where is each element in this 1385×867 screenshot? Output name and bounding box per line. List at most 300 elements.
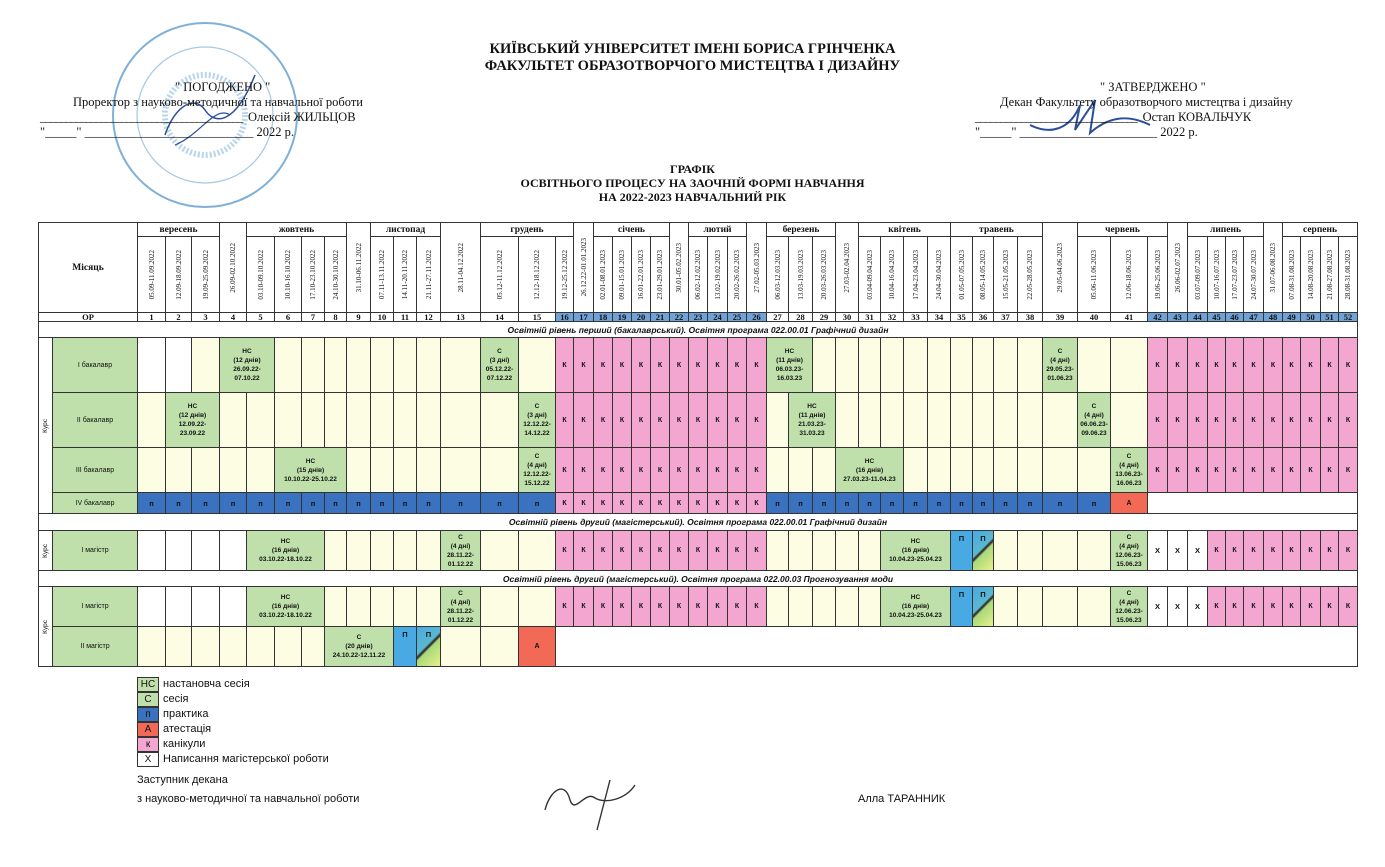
schedule-cell-y[interactable] <box>165 626 192 667</box>
schedule-block-g[interactable] <box>1042 337 1078 393</box>
schedule-cell-y[interactable] <box>1042 392 1078 448</box>
schedule-block-a[interactable] <box>1110 492 1148 514</box>
schedule-cell-k[interactable]: К <box>1167 392 1188 448</box>
schedule-cell-k[interactable]: К <box>1167 337 1188 393</box>
schedule-cell-y[interactable] <box>766 392 789 448</box>
schedule-cell-k[interactable]: К <box>727 392 747 448</box>
schedule-cell-y[interactable] <box>416 447 441 493</box>
schedule-cell-y[interactable] <box>1077 530 1111 571</box>
schedule-block-pd[interactable] <box>972 530 994 571</box>
schedule-cell-p[interactable]: п <box>246 492 275 514</box>
schedule-cell-y[interactable] <box>950 447 973 493</box>
schedule-cell-k[interactable]: К <box>669 530 689 571</box>
schedule-cell-y[interactable] <box>301 392 325 448</box>
schedule-cell-y[interactable] <box>518 337 556 393</box>
schedule-cell-k[interactable]: К <box>1263 337 1283 393</box>
schedule-cell-y[interactable] <box>972 447 994 493</box>
schedule-cell-y[interactable] <box>324 392 347 448</box>
schedule-cell-k[interactable]: К <box>707 530 728 571</box>
schedule-cell-y[interactable] <box>346 392 371 448</box>
schedule-cell-y[interactable] <box>416 337 441 393</box>
schedule-cell-p[interactable]: п <box>416 492 441 514</box>
schedule-cell-p[interactable]: п <box>480 492 519 514</box>
schedule-cell-y[interactable] <box>416 586 441 627</box>
schedule-cell-y[interactable] <box>480 626 519 667</box>
schedule-cell-y[interactable] <box>950 392 973 448</box>
schedule-cell-y[interactable] <box>416 392 441 448</box>
schedule-cell-k[interactable]: К <box>1147 337 1168 393</box>
schedule-cell-p[interactable]: п <box>993 492 1018 514</box>
schedule-cell-k[interactable]: К <box>612 530 632 571</box>
schedule-cell-y[interactable] <box>219 392 247 448</box>
schedule-cell-k[interactable]: К <box>1243 530 1264 571</box>
schedule-cell-k[interactable]: К <box>1263 392 1283 448</box>
schedule-cell-k[interactable]: К <box>1282 447 1301 493</box>
schedule-cell-k[interactable]: К <box>669 586 689 627</box>
schedule-cell-y[interactable] <box>370 586 394 627</box>
schedule-cell-y[interactable] <box>191 337 220 393</box>
schedule-block-g[interactable] <box>788 392 836 448</box>
schedule-cell-y[interactable] <box>993 392 1018 448</box>
schedule-cell-k[interactable]: К <box>1207 586 1226 627</box>
schedule-block-g[interactable] <box>835 447 904 493</box>
schedule-cell-y[interactable] <box>480 586 519 627</box>
schedule-cell-k[interactable]: К <box>688 337 708 393</box>
schedule-cell-k[interactable]: К <box>1320 530 1339 571</box>
schedule-cell-y[interactable] <box>858 586 881 627</box>
schedule-cell-y[interactable] <box>346 586 371 627</box>
schedule-cell-y[interactable] <box>1110 337 1148 393</box>
schedule-cell-y[interactable] <box>766 530 789 571</box>
schedule-block-g[interactable] <box>324 626 394 667</box>
schedule-cell-y[interactable] <box>880 337 904 393</box>
schedule-cell-k[interactable]: К <box>1338 447 1358 493</box>
schedule-cell-k[interactable]: К <box>1338 392 1358 448</box>
schedule-cell-y[interactable] <box>993 447 1018 493</box>
schedule-cell-y[interactable] <box>903 337 928 393</box>
schedule-cell-x[interactable]: Х <box>1147 586 1168 627</box>
schedule-cell-y[interactable] <box>788 586 813 627</box>
schedule-cell-y[interactable] <box>393 530 417 571</box>
schedule-cell-k[interactable]: К <box>1243 392 1264 448</box>
schedule-cell-y[interactable] <box>246 626 275 667</box>
schedule-cell-y[interactable] <box>927 392 951 448</box>
schedule-cell-y[interactable] <box>393 447 417 493</box>
schedule-cell-y[interactable] <box>835 530 859 571</box>
schedule-cell-k[interactable]: К <box>707 586 728 627</box>
schedule-cell-y[interactable] <box>993 337 1018 393</box>
schedule-block-pl[interactable] <box>393 626 417 667</box>
schedule-block-g[interactable] <box>518 447 556 493</box>
schedule-cell-y[interactable] <box>324 586 347 627</box>
schedule-cell-y[interactable] <box>219 447 247 493</box>
schedule-cell-k[interactable]: К <box>746 530 767 571</box>
schedule-cell-k[interactable]: К <box>746 337 767 393</box>
schedule-cell-k[interactable]: К <box>688 447 708 493</box>
schedule-cell-k[interactable]: К <box>593 337 613 393</box>
schedule-cell-k[interactable]: К <box>1320 447 1339 493</box>
schedule-cell-k[interactable]: К <box>555 337 574 393</box>
schedule-cell-p[interactable]: п <box>858 492 881 514</box>
schedule-cell-y[interactable] <box>274 392 302 448</box>
schedule-cell-y[interactable] <box>393 337 417 393</box>
schedule-cell-p[interactable]: п <box>1077 492 1111 514</box>
schedule-cell-k[interactable]: К <box>1300 337 1321 393</box>
schedule-cell-y[interactable] <box>835 392 859 448</box>
schedule-cell-p[interactable]: п <box>346 492 371 514</box>
schedule-cell-k[interactable]: К <box>555 392 574 448</box>
schedule-cell-x[interactable]: Х <box>1147 530 1168 571</box>
schedule-cell-k[interactable]: К <box>555 530 574 571</box>
schedule-cell-k[interactable]: К <box>707 492 728 514</box>
schedule-cell-y[interactable] <box>1042 530 1078 571</box>
schedule-block-pd[interactable] <box>416 626 441 667</box>
schedule-block-g[interactable] <box>1110 447 1148 493</box>
schedule-cell-y[interactable] <box>835 337 859 393</box>
schedule-cell-y[interactable] <box>416 530 441 571</box>
schedule-cell-k[interactable]: К <box>669 447 689 493</box>
schedule-cell-w[interactable] <box>219 530 247 571</box>
schedule-cell-y[interactable] <box>835 586 859 627</box>
schedule-cell-k[interactable]: К <box>1320 337 1339 393</box>
schedule-cell-y[interactable] <box>440 626 481 667</box>
schedule-cell-y[interactable] <box>274 626 302 667</box>
schedule-cell-y[interactable] <box>324 530 347 571</box>
schedule-cell-k[interactable]: К <box>1225 530 1244 571</box>
schedule-cell-y[interactable] <box>246 392 275 448</box>
schedule-cell-y[interactable] <box>788 447 813 493</box>
schedule-cell-p[interactable]: п <box>766 492 789 514</box>
schedule-cell-k[interactable]: К <box>1147 447 1168 493</box>
schedule-cell-p[interactable]: п <box>165 492 192 514</box>
schedule-cell-k[interactable]: К <box>746 392 767 448</box>
schedule-cell-y[interactable] <box>812 337 836 393</box>
schedule-cell-y[interactable] <box>440 392 481 448</box>
schedule-cell-y[interactable] <box>1042 447 1078 493</box>
schedule-cell-k[interactable]: К <box>573 392 594 448</box>
schedule-cell-w[interactable] <box>219 586 247 627</box>
schedule-cell-p[interactable]: п <box>1017 492 1043 514</box>
schedule-block-g[interactable] <box>246 586 325 627</box>
schedule-cell-y[interactable] <box>972 337 994 393</box>
schedule-cell-p[interactable]: п <box>219 492 247 514</box>
schedule-cell-k[interactable]: К <box>669 392 689 448</box>
schedule-cell-y[interactable] <box>1077 586 1111 627</box>
schedule-cell-k[interactable]: К <box>573 337 594 393</box>
schedule-cell-w[interactable] <box>137 530 166 571</box>
schedule-cell-p[interactable]: п <box>835 492 859 514</box>
schedule-block-g[interactable] <box>165 392 220 448</box>
schedule-cell-y[interactable] <box>346 530 371 571</box>
schedule-cell-p[interactable]: п <box>972 492 994 514</box>
schedule-cell-p[interactable]: п <box>191 492 220 514</box>
schedule-cell-k[interactable]: К <box>555 586 574 627</box>
schedule-cell-k[interactable]: К <box>707 392 728 448</box>
schedule-cell-y[interactable] <box>858 337 881 393</box>
schedule-block-a[interactable] <box>518 626 556 667</box>
schedule-cell-y[interactable] <box>927 337 951 393</box>
schedule-block-g[interactable] <box>219 337 275 393</box>
schedule-cell-p[interactable]: п <box>518 492 556 514</box>
schedule-cell-y[interactable] <box>518 530 556 571</box>
schedule-cell-k[interactable]: К <box>1225 337 1244 393</box>
schedule-cell-y[interactable] <box>518 586 556 627</box>
schedule-cell-y[interactable] <box>480 530 519 571</box>
schedule-cell-y[interactable] <box>1017 530 1043 571</box>
schedule-cell-k[interactable]: К <box>573 492 594 514</box>
schedule-cell-k[interactable]: К <box>1187 337 1208 393</box>
schedule-cell-k[interactable]: К <box>688 530 708 571</box>
schedule-block-g[interactable] <box>766 337 813 393</box>
schedule-cell-y[interactable] <box>219 626 247 667</box>
schedule-cell-k[interactable]: К <box>555 447 574 493</box>
schedule-cell-k[interactable]: К <box>593 392 613 448</box>
schedule-cell-k[interactable]: К <box>650 392 670 448</box>
schedule-cell-y[interactable] <box>137 392 166 448</box>
schedule-cell-k[interactable]: К <box>631 530 651 571</box>
schedule-cell-y[interactable] <box>950 337 973 393</box>
schedule-cell-k[interactable]: К <box>1263 530 1283 571</box>
schedule-cell-k[interactable]: К <box>1282 392 1301 448</box>
schedule-cell-y[interactable] <box>480 447 519 493</box>
schedule-cell-y[interactable] <box>972 392 994 448</box>
schedule-cell-k[interactable]: К <box>727 530 747 571</box>
schedule-cell-k[interactable]: К <box>612 492 632 514</box>
schedule-cell-y[interactable] <box>346 447 371 493</box>
schedule-cell-k[interactable]: К <box>631 447 651 493</box>
schedule-cell-p[interactable]: п <box>274 492 302 514</box>
schedule-cell-k[interactable]: К <box>1263 447 1283 493</box>
schedule-cell-k[interactable]: К <box>650 586 670 627</box>
schedule-cell-k[interactable]: К <box>669 492 689 514</box>
schedule-cell-p[interactable]: п <box>1042 492 1078 514</box>
schedule-cell-k[interactable]: К <box>1320 392 1339 448</box>
schedule-block-g[interactable] <box>274 447 347 493</box>
schedule-block-blank[interactable] <box>1147 492 1358 514</box>
schedule-cell-k[interactable]: К <box>746 492 767 514</box>
schedule-block-g[interactable] <box>1110 530 1148 571</box>
schedule-block-pl[interactable] <box>950 586 973 627</box>
schedule-cell-k[interactable]: К <box>1300 447 1321 493</box>
schedule-cell-y[interactable] <box>370 392 394 448</box>
schedule-cell-k[interactable]: К <box>727 586 747 627</box>
schedule-cell-k[interactable]: К <box>688 492 708 514</box>
schedule-cell-k[interactable]: К <box>746 447 767 493</box>
schedule-cell-p[interactable]: п <box>927 492 951 514</box>
schedule-cell-y[interactable] <box>346 337 371 393</box>
schedule-cell-k[interactable]: К <box>746 586 767 627</box>
schedule-cell-k[interactable]: К <box>650 530 670 571</box>
schedule-cell-y[interactable] <box>324 337 347 393</box>
schedule-cell-p[interactable]: п <box>812 492 836 514</box>
schedule-cell-k[interactable]: К <box>1338 337 1358 393</box>
schedule-block-g[interactable] <box>880 586 951 627</box>
schedule-cell-k[interactable]: К <box>1225 447 1244 493</box>
schedule-cell-y[interactable] <box>766 447 789 493</box>
schedule-cell-y[interactable] <box>137 447 166 493</box>
schedule-block-g[interactable] <box>1110 586 1148 627</box>
schedule-cell-x[interactable]: Х <box>1167 586 1188 627</box>
schedule-cell-w[interactable] <box>137 337 166 393</box>
schedule-block-g[interactable] <box>518 392 556 448</box>
schedule-cell-k[interactable]: К <box>1338 530 1358 571</box>
schedule-cell-k[interactable]: К <box>593 492 613 514</box>
schedule-cell-y[interactable] <box>812 586 836 627</box>
schedule-block-g[interactable] <box>880 530 951 571</box>
schedule-cell-k[interactable]: К <box>688 392 708 448</box>
schedule-cell-y[interactable] <box>191 626 220 667</box>
schedule-cell-y[interactable] <box>440 447 481 493</box>
schedule-cell-w[interactable] <box>137 586 166 627</box>
schedule-cell-k[interactable]: К <box>1167 447 1188 493</box>
schedule-cell-k[interactable]: К <box>631 492 651 514</box>
schedule-cell-k[interactable]: К <box>650 492 670 514</box>
schedule-cell-p[interactable]: п <box>393 492 417 514</box>
schedule-cell-y[interactable] <box>1017 586 1043 627</box>
schedule-cell-y[interactable] <box>370 447 394 493</box>
schedule-cell-k[interactable]: К <box>1300 530 1321 571</box>
schedule-cell-y[interactable] <box>1017 392 1043 448</box>
schedule-cell-w[interactable] <box>191 530 220 571</box>
schedule-cell-k[interactable]: К <box>1225 392 1244 448</box>
schedule-cell-y[interactable] <box>1017 337 1043 393</box>
schedule-cell-k[interactable]: К <box>573 447 594 493</box>
schedule-cell-k[interactable]: К <box>593 586 613 627</box>
schedule-cell-y[interactable] <box>370 337 394 393</box>
schedule-cell-k[interactable]: К <box>688 586 708 627</box>
schedule-cell-y[interactable] <box>766 586 789 627</box>
schedule-cell-k[interactable]: К <box>727 337 747 393</box>
schedule-cell-k[interactable]: К <box>707 337 728 393</box>
schedule-block-blank[interactable] <box>555 626 1358 667</box>
schedule-cell-p[interactable]: п <box>301 492 325 514</box>
schedule-cell-y[interactable] <box>393 392 417 448</box>
schedule-cell-p[interactable]: п <box>137 492 166 514</box>
schedule-cell-k[interactable]: К <box>1300 586 1321 627</box>
schedule-block-g[interactable] <box>480 337 519 393</box>
schedule-cell-p[interactable]: п <box>324 492 347 514</box>
schedule-cell-k[interactable]: К <box>1243 337 1264 393</box>
schedule-cell-k[interactable]: К <box>1187 392 1208 448</box>
schedule-cell-k[interactable]: К <box>1300 392 1321 448</box>
schedule-cell-k[interactable]: К <box>669 337 689 393</box>
schedule-block-g[interactable] <box>440 586 481 627</box>
schedule-cell-p[interactable]: п <box>903 492 928 514</box>
schedule-cell-y[interactable] <box>1042 586 1078 627</box>
schedule-cell-p[interactable]: п <box>950 492 973 514</box>
schedule-cell-k[interactable]: К <box>1320 586 1339 627</box>
schedule-cell-k[interactable]: К <box>612 392 632 448</box>
schedule-block-g[interactable] <box>246 530 325 571</box>
schedule-cell-k[interactable]: К <box>612 447 632 493</box>
schedule-cell-y[interactable] <box>370 530 394 571</box>
schedule-cell-k[interactable]: К <box>593 447 613 493</box>
schedule-cell-k[interactable]: К <box>650 447 670 493</box>
schedule-cell-k[interactable]: К <box>593 530 613 571</box>
schedule-cell-y[interactable] <box>301 337 325 393</box>
schedule-cell-k[interactable]: К <box>1207 530 1226 571</box>
schedule-cell-y[interactable] <box>903 392 928 448</box>
schedule-cell-w[interactable] <box>191 586 220 627</box>
schedule-cell-k[interactable]: К <box>727 492 747 514</box>
schedule-cell-y[interactable] <box>137 626 166 667</box>
schedule-cell-y[interactable] <box>927 447 951 493</box>
schedule-cell-p[interactable]: п <box>880 492 904 514</box>
schedule-cell-k[interactable]: К <box>1338 586 1358 627</box>
schedule-cell-k[interactable]: К <box>1243 447 1264 493</box>
schedule-cell-y[interactable] <box>480 392 519 448</box>
schedule-block-g[interactable] <box>440 530 481 571</box>
schedule-cell-y[interactable] <box>1077 337 1111 393</box>
schedule-cell-y[interactable] <box>812 447 836 493</box>
schedule-cell-p[interactable]: п <box>440 492 481 514</box>
schedule-cell-k[interactable]: К <box>555 492 574 514</box>
schedule-cell-y[interactable] <box>812 530 836 571</box>
schedule-cell-k[interactable]: К <box>650 337 670 393</box>
schedule-block-g[interactable] <box>1077 392 1111 448</box>
schedule-block-pd[interactable] <box>972 586 994 627</box>
schedule-cell-y[interactable] <box>880 392 904 448</box>
schedule-cell-k[interactable]: К <box>1225 586 1244 627</box>
schedule-cell-k[interactable]: К <box>1243 586 1264 627</box>
schedule-cell-k[interactable]: К <box>631 392 651 448</box>
schedule-cell-y[interactable] <box>858 530 881 571</box>
schedule-cell-p[interactable]: п <box>370 492 394 514</box>
schedule-cell-w[interactable] <box>165 586 192 627</box>
schedule-cell-p[interactable]: п <box>788 492 813 514</box>
schedule-cell-k[interactable]: К <box>612 337 632 393</box>
schedule-cell-k[interactable]: К <box>631 586 651 627</box>
schedule-cell-y[interactable] <box>440 337 481 393</box>
schedule-cell-k[interactable]: К <box>612 586 632 627</box>
schedule-cell-y[interactable] <box>788 530 813 571</box>
schedule-cell-k[interactable]: К <box>1263 586 1283 627</box>
schedule-cell-k[interactable]: К <box>1282 530 1301 571</box>
schedule-cell-y[interactable] <box>1017 447 1043 493</box>
schedule-cell-y[interactable] <box>1077 447 1111 493</box>
schedule-cell-y[interactable] <box>993 586 1018 627</box>
schedule-cell-x[interactable]: Х <box>1167 530 1188 571</box>
schedule-cell-k[interactable]: К <box>1207 447 1226 493</box>
schedule-block-pl[interactable] <box>950 530 973 571</box>
schedule-cell-k[interactable]: К <box>1207 337 1226 393</box>
schedule-cell-k[interactable]: К <box>1207 392 1226 448</box>
schedule-cell-x[interactable]: Х <box>1187 530 1208 571</box>
schedule-cell-k[interactable]: К <box>707 447 728 493</box>
schedule-cell-y[interactable] <box>393 586 417 627</box>
schedule-cell-k[interactable]: К <box>631 337 651 393</box>
schedule-cell-k[interactable]: К <box>573 586 594 627</box>
schedule-cell-y[interactable] <box>165 447 192 493</box>
schedule-cell-k[interactable]: К <box>727 447 747 493</box>
schedule-cell-y[interactable] <box>993 530 1018 571</box>
schedule-cell-k[interactable]: К <box>1147 392 1168 448</box>
schedule-cell-k[interactable]: К <box>573 530 594 571</box>
schedule-cell-k[interactable]: К <box>1282 337 1301 393</box>
schedule-cell-w[interactable] <box>165 337 192 393</box>
schedule-cell-k[interactable]: К <box>1187 447 1208 493</box>
schedule-cell-y[interactable] <box>274 337 302 393</box>
schedule-cell-w[interactable] <box>165 530 192 571</box>
schedule-cell-y[interactable] <box>858 392 881 448</box>
schedule-cell-x[interactable]: Х <box>1187 586 1208 627</box>
schedule-cell-k[interactable]: К <box>1282 586 1301 627</box>
schedule-cell-y[interactable] <box>301 626 325 667</box>
schedule-cell-y[interactable] <box>1110 392 1148 448</box>
schedule-cell-y[interactable] <box>903 447 928 493</box>
schedule-cell-y[interactable] <box>191 447 220 493</box>
schedule-cell-y[interactable] <box>246 447 275 493</box>
